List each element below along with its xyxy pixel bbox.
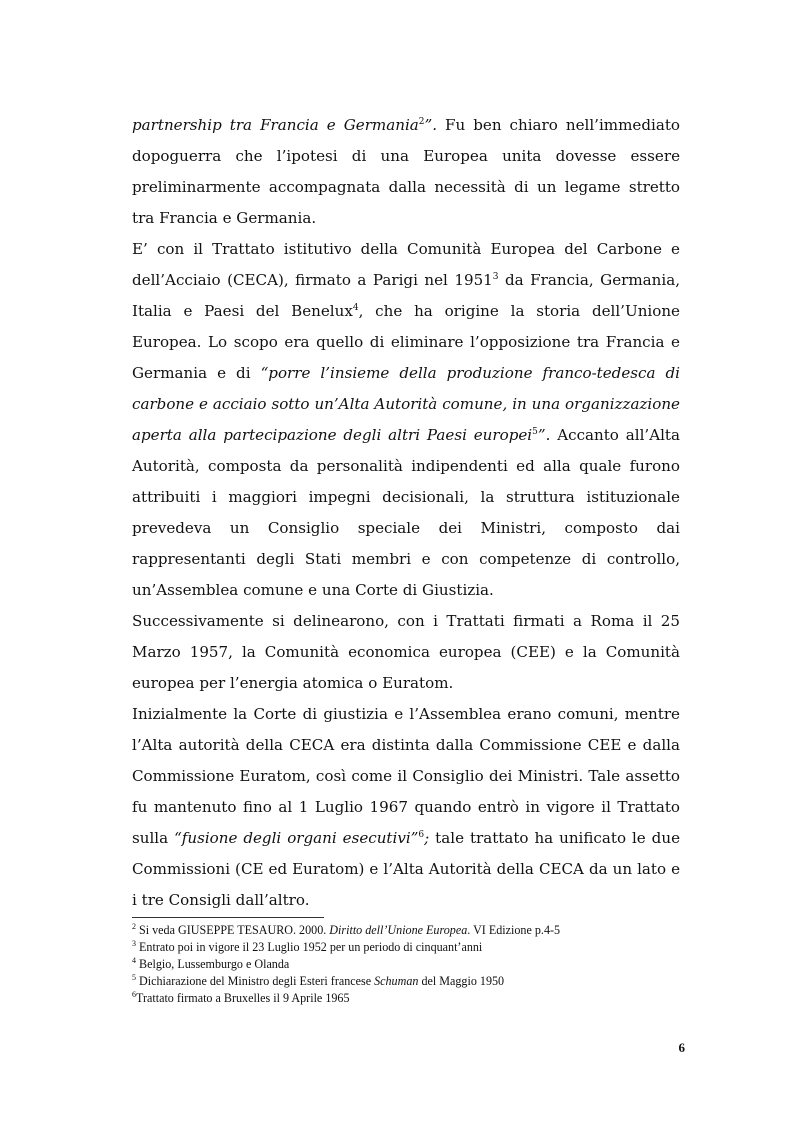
- footnote-number: 4: [132, 955, 136, 965]
- footnote-6: [132, 990, 692, 1007]
- footnote-number: 3: [132, 938, 136, 948]
- paragraph-4-text-a: Inizialmente la Corte di giustizia e l’Assemblea erano comuni, mentre l’Alta autorità della CECA era distinta dalla Commissione CEE e dalla Commissione Euratom, così come il Consiglio dei Ministri. Tale assetto fu mantenuto fino al 1 Luglio 1967 quando entrò in vigore il Trattato sulla: [132, 705, 680, 847]
- footnote-separator: [132, 917, 324, 918]
- footnote-number: 5: [132, 972, 136, 982]
- paragraph-2-text-b: da Francia, Germania, Italia e Paesi del Benelux: [132, 271, 680, 320]
- paragraph-2-text-a: E’ con il Trattato istitutivo della Comunità Europea del Carbone e dell’Acciaio (CECA), firmato a Parigi nel 1951: [132, 240, 680, 289]
- footnotes: [132, 922, 692, 1007]
- footnote-number: 2: [132, 921, 136, 931]
- paragraph-2: [132, 234, 680, 606]
- paragraph-1: [132, 110, 680, 234]
- footnote-text: Belgio, Lussemburgo e Olanda: [136, 957, 290, 971]
- footnote-number: 6: [132, 989, 136, 999]
- footnote-book-title: Diritto dell’Unione Europea: [329, 923, 468, 937]
- footnote-ref-4: 4: [352, 302, 359, 313]
- paragraph-2-text-d: Accanto all’Alta Autorità, composta da personalità indipendenti ed alla quale furono attribuiti i maggiori impegni decisionali, la struttura istituzionale prevedeva un Consiglio speciale dei Ministri, composto dai rappresentanti degli Stati membri e con competenze di controllo, un’Assemblea comune e una Corte di Giustizia.: [132, 426, 680, 599]
- paragraph-1-text: Fu ben chiaro nell’immediato dopoguerra che l’ipotesi di una Europea unita dovesse essere preliminarmente accompagnata dalla necessità di un legame stretto tra Francia e Germania.: [132, 116, 680, 227]
- footnote-text: Entrato poi in vigore il 23 Luglio 1952 per un periodo di cinquant’anni: [136, 940, 483, 954]
- footnote-text: Trattato firmato a Bruxelles il 9 Aprile 1965: [136, 991, 350, 1005]
- footnote-ref-5: 5: [532, 426, 538, 437]
- footnote-4: [132, 956, 692, 973]
- footnote-name: Schuman: [374, 974, 419, 988]
- paragraph-4: [132, 699, 680, 916]
- partnership-phrase: partnership tra Francia e Germania: [132, 116, 419, 134]
- fusione-quote: “fusione degli organi esecutivi”: [174, 829, 419, 847]
- footnote-text: Dichiarazione del Ministro degli Esteri francese: [136, 974, 375, 988]
- footnote-text: Si veda GIUSEPPE TESAURO. 2000.: [136, 923, 330, 937]
- footnote-ref-2: 2: [418, 116, 425, 127]
- schuman-quote: “porre l’insieme della produzione franco-tedesca di carbone e acciaio sotto un’Alta Autorità comune, in una organizzazione aperta alla partecipazione degli altri Paesi europei: [132, 364, 680, 444]
- paragraph-3: Successivamente si delinearono, con i Trattati firmati a Roma il 25 Marzo 1957, la Comunità economica europea (CEE) e la Comunità europea per l’energia atomica o Euratom.: [132, 612, 680, 692]
- footnote-text-tail: del Maggio 1950: [418, 974, 505, 988]
- schuman-quote-close: ”.: [537, 426, 551, 444]
- footnote-ref-3: 3: [492, 271, 499, 282]
- footnote-2: [132, 922, 692, 939]
- fusione-quote-close: ;: [424, 829, 430, 847]
- paragraph-2-text-c: , che ha origine la storia dell’Unione Europea. Lo scopo era quello di eliminare l’opposizione tra Francia e Germania e di: [132, 302, 680, 382]
- body-text: [132, 110, 680, 916]
- paragraph-4-text-b: tale trattato ha unificato le due Commissioni (CE ed Euratom) e l’Alta Autorità della CECA da un lato e i tre Consigli dall’altro.: [132, 829, 680, 909]
- footnote-text-tail: . VI Edizione p.4-5: [467, 923, 561, 937]
- footnote-3: [132, 939, 692, 956]
- footnote-ref-6: 6: [418, 829, 425, 840]
- partnership-quote-close: ”.: [424, 116, 438, 134]
- footnote-5: [132, 973, 692, 990]
- page-number: 6: [678, 1040, 685, 1055]
